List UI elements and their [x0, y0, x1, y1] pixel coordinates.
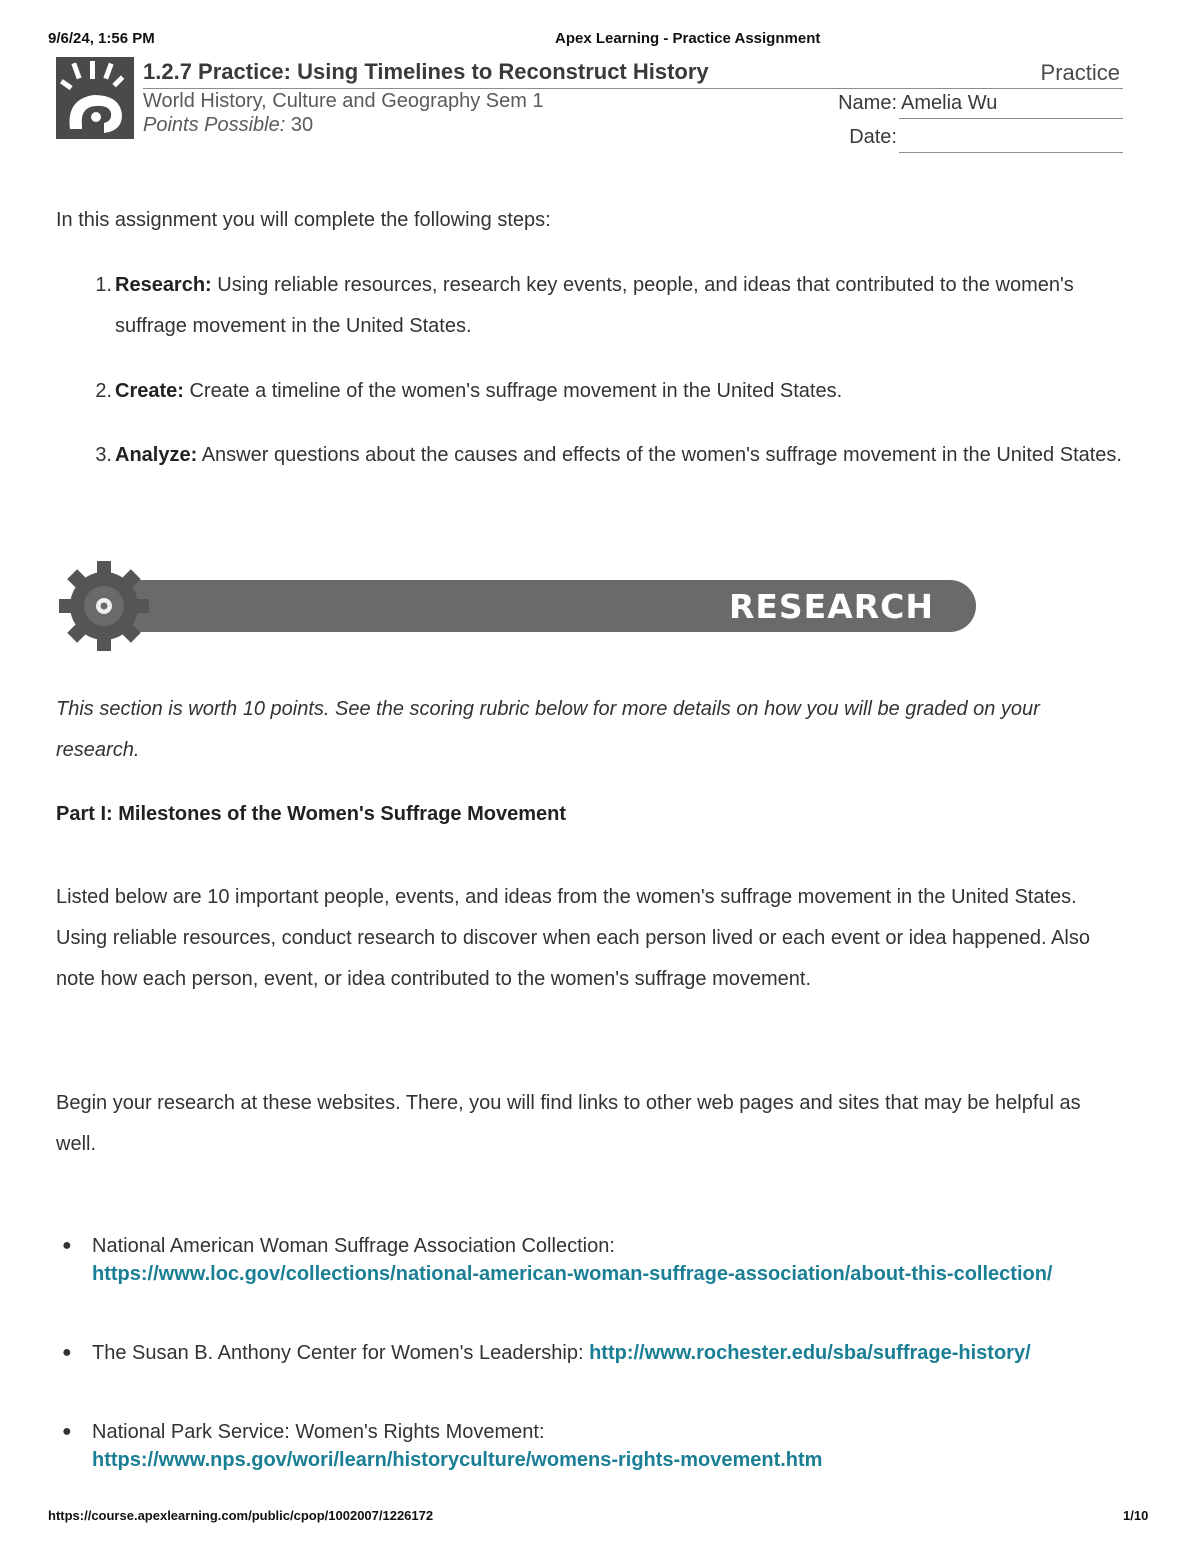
points-label: Points Possible:: [143, 114, 286, 136]
resource-link[interactable]: https://www.nps.gov/wori/learn/historyculture/womens-rights-movement.htm: [92, 1449, 823, 1471]
bullet-dot: ●: [62, 1237, 72, 1254]
part-title: Part I: Milestones of the Women's Suffrage Movement: [56, 803, 567, 825]
date-label: Date:: [849, 126, 897, 148]
resource-link[interactable]: http://www.rochester.edu/sba/suffrage-history/: [589, 1342, 1031, 1364]
resource-item: [62, 1339, 1122, 1367]
print-datetime: 9/6/24, 1:56 PM: [48, 30, 155, 47]
step-number: 1.: [95, 274, 112, 296]
step-label: Create:: [115, 380, 184, 402]
step-item: [82, 265, 1122, 347]
bullet-dot: ●: [62, 1423, 72, 1440]
section-note: This section is worth 10 points. See the scoring rubric below for more details on how you will be graded on your research.: [56, 698, 1040, 761]
gear-icon: [59, 561, 149, 651]
step-text: Create a timeline of the women's suffrage movement in the United States.: [189, 380, 843, 402]
points-possible: [143, 114, 313, 137]
resource-name: National Park Service: Women's Rights Movement:: [92, 1421, 545, 1443]
step-number: 3.: [95, 444, 112, 466]
step-item: [82, 435, 1122, 476]
step-text: Using reliable resources, research key events, people, and ideas that contributed to the women's suffrage movement in the United States.: [115, 274, 1074, 337]
assignment-title: 1.2.7 Practice: Using Timelines to Reconstruct History: [143, 59, 709, 84]
title-divider: [143, 88, 1123, 89]
step-text: Answer questions about the causes and effects of the women's suffrage movement in the United States.: [201, 444, 1122, 466]
print-page-title: Apex Learning - Practice Assignment: [555, 30, 821, 47]
intro-text: In this assignment you will complete the following steps:: [56, 209, 551, 231]
assignment-type: Practice: [1040, 60, 1120, 85]
resource-item: [62, 1418, 1122, 1474]
banner-label: RESEARCH: [728, 587, 934, 626]
step-label: Research:: [115, 274, 212, 296]
name-field[interactable]: Amelia Wu: [901, 92, 998, 114]
print-page-number: 1/10: [1123, 1508, 1149, 1523]
instructions-paragraph: Listed below are 10 important people, events, and ideas from the women's suffrage movement in the United States. Using reliable resources, conduct research to discover when each person lived or each event or idea happened. Also note how each person, event, or idea contributed to the women's suffrage movement.: [56, 886, 1090, 990]
points-value: 30: [290, 114, 314, 136]
name-label: Name:: [838, 92, 897, 114]
date-underline: [899, 152, 1123, 153]
resource-name: National American Woman Suffrage Association Collection:: [92, 1235, 615, 1257]
print-url: https://course.apexlearning.com/public/cpop/1002007/1226172: [48, 1508, 434, 1523]
step-label: Analyze:: [115, 444, 198, 466]
step-item: [82, 371, 1122, 412]
resource-name: The Susan B. Anthony Center for Women's Leadership:: [92, 1342, 584, 1364]
websites-paragraph: Begin your research at these websites. There, you will find links to other web pages and sites that may be helpful as well.: [56, 1092, 1081, 1155]
apex-logo: [56, 57, 134, 139]
step-number: 2.: [95, 380, 112, 402]
course-name: World History, Culture and Geography Sem 1: [143, 90, 544, 112]
resource-link[interactable]: https://www.loc.gov/collections/national-american-woman-suffrage-association/about-this-collection/: [92, 1263, 1053, 1285]
bullet-dot: ●: [62, 1344, 72, 1361]
resource-item: [62, 1232, 1122, 1288]
name-underline: [899, 118, 1123, 119]
research-banner: [58, 560, 980, 652]
